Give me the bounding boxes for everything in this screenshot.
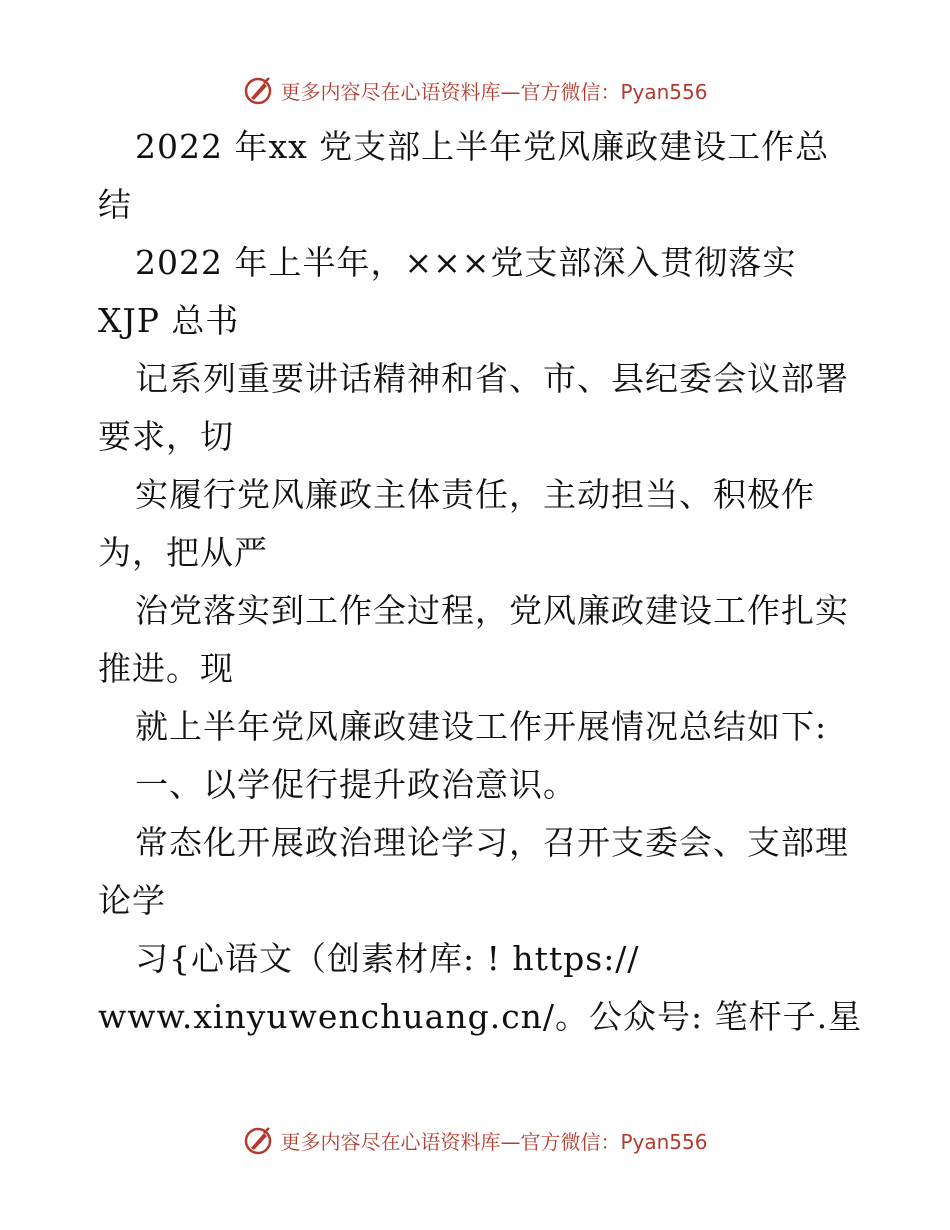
- body-line: 实履行党风廉政主体责任，主动担当、积极作: [135, 475, 815, 514]
- pen-logo-icon: [242, 1124, 274, 1156]
- pen-logo-icon: [242, 74, 274, 106]
- body-line: www.xinyuwenchuang.cn/。公众号: 笔杆子.星: [98, 997, 863, 1036]
- header-banner: [0, 70, 950, 110]
- body-line: 要求，切: [98, 417, 234, 456]
- header-banner-text: 更多内容尽在心语资料库—官方微信：Pyan556: [280, 79, 708, 104]
- body-line: XJP 总书: [98, 301, 240, 340]
- body-line: 记系列重要讲话精神和省、市、县纪委会议部署: [135, 359, 849, 398]
- footer-banner: [0, 1120, 950, 1160]
- body-line: 常态化开展政治理论学习，召开支委会、支部理: [135, 823, 849, 862]
- body-line: 2022 年上半年，×××党支部深入贯彻落实: [135, 243, 797, 282]
- body-line: 为，把从严: [98, 533, 268, 572]
- body-line: 推进。现: [98, 649, 234, 688]
- body-line: 2022 年xx 党支部上半年党风廉政建设工作总: [135, 127, 830, 166]
- body-line: 论学: [98, 881, 166, 920]
- footer-banner-text: 更多内容尽在心语资料库—官方微信：Pyan556: [280, 1129, 708, 1154]
- body-line: 就上半年党风廉政建设工作开展情况总结如下:: [135, 707, 828, 746]
- body-line: 习{心语文（创素材库: ! https://: [135, 939, 640, 978]
- body-line: 结: [98, 185, 132, 224]
- body-line: 一、以学促行提升政治意识。: [135, 765, 577, 804]
- document-body: [98, 118, 868, 1046]
- body-line: 治党落实到工作全过程，党风廉政建设工作扎实: [135, 591, 849, 630]
